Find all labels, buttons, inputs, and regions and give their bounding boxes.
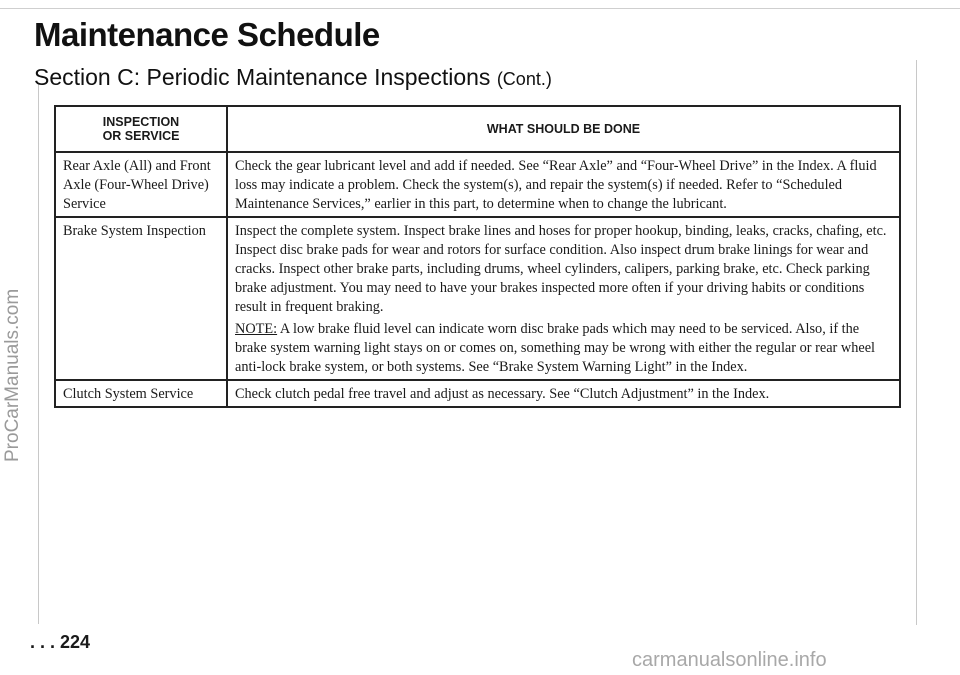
section-subtitle-cont: (Cont.) (496, 69, 552, 89)
service-cell: Clutch System Service (55, 380, 227, 407)
action-cell: Check the gear lubricant level and add if needed. See “Rear Axle” and “Four-Wheel Drive” in the Index. A fluid loss may indicate a problem. Check the system(s), and repair the system(s) if needed. Refer to “Scheduled Maintenance Services,” earlier in this part, to determine when to change the lubricant. (227, 152, 900, 217)
service-cell: Rear Axle (All) and Front Axle (Four-Wheel Drive) Service (55, 152, 227, 217)
table-row (55, 217, 900, 380)
left-margin-rule (38, 84, 39, 624)
top-rule (0, 8, 960, 9)
table-header-row (55, 106, 900, 152)
action-cell (227, 217, 900, 380)
section-subtitle-text: Section C: Periodic Maintenance Inspections (34, 64, 491, 90)
col-header-service-line2: OR SERVICE (102, 129, 180, 143)
col-header-action: WHAT SHOULD BE DONE (227, 106, 900, 152)
side-watermark: ProCarManuals.com (2, 288, 23, 462)
service-cell: Brake System Inspection (55, 217, 227, 380)
action-cell: Check clutch pedal free travel and adjust as necessary. See “Clutch Adjustment” in the Index. (227, 380, 900, 407)
note-text: A low brake fluid level can indicate worn disc brake pads which may need to be serviced. Also, if the brake system warning light stays on or comes on, something may be wrong with either the regular or rear wheel anti-lock brake system, or both systems. See “Brake System Warning Light” in the Index. (235, 321, 876, 375)
right-margin-rule (916, 60, 917, 625)
page-title: Maintenance Schedule (34, 16, 380, 53)
bottom-watermark: carmanualsonline.info (632, 649, 827, 671)
note-paragraph (235, 320, 893, 377)
action-text: Inspect the complete system. Inspect brake lines and hoses for proper hookup, binding, leaks, cracks, chafing, etc. Inspect disc brake pads for wear and rotors for surface condition. Also inspect drum brake linings for wear and cracks. Inspect other brake parts, including drums, wheel cylinders, calipers, parking brake, etc. Check parking brake adjustment. You may need to have your brakes inspected more often if your driving habits or conditions result in frequent braking. (235, 223, 887, 315)
note-label: NOTE: (235, 321, 278, 337)
col-header-service-line1: INSPECTION (102, 115, 180, 129)
inspection-table (54, 105, 901, 408)
section-subtitle (34, 64, 552, 91)
table-row (55, 380, 900, 407)
table-row (55, 152, 900, 217)
page-number: . . . 224 (30, 632, 91, 652)
col-header-service (55, 106, 227, 152)
